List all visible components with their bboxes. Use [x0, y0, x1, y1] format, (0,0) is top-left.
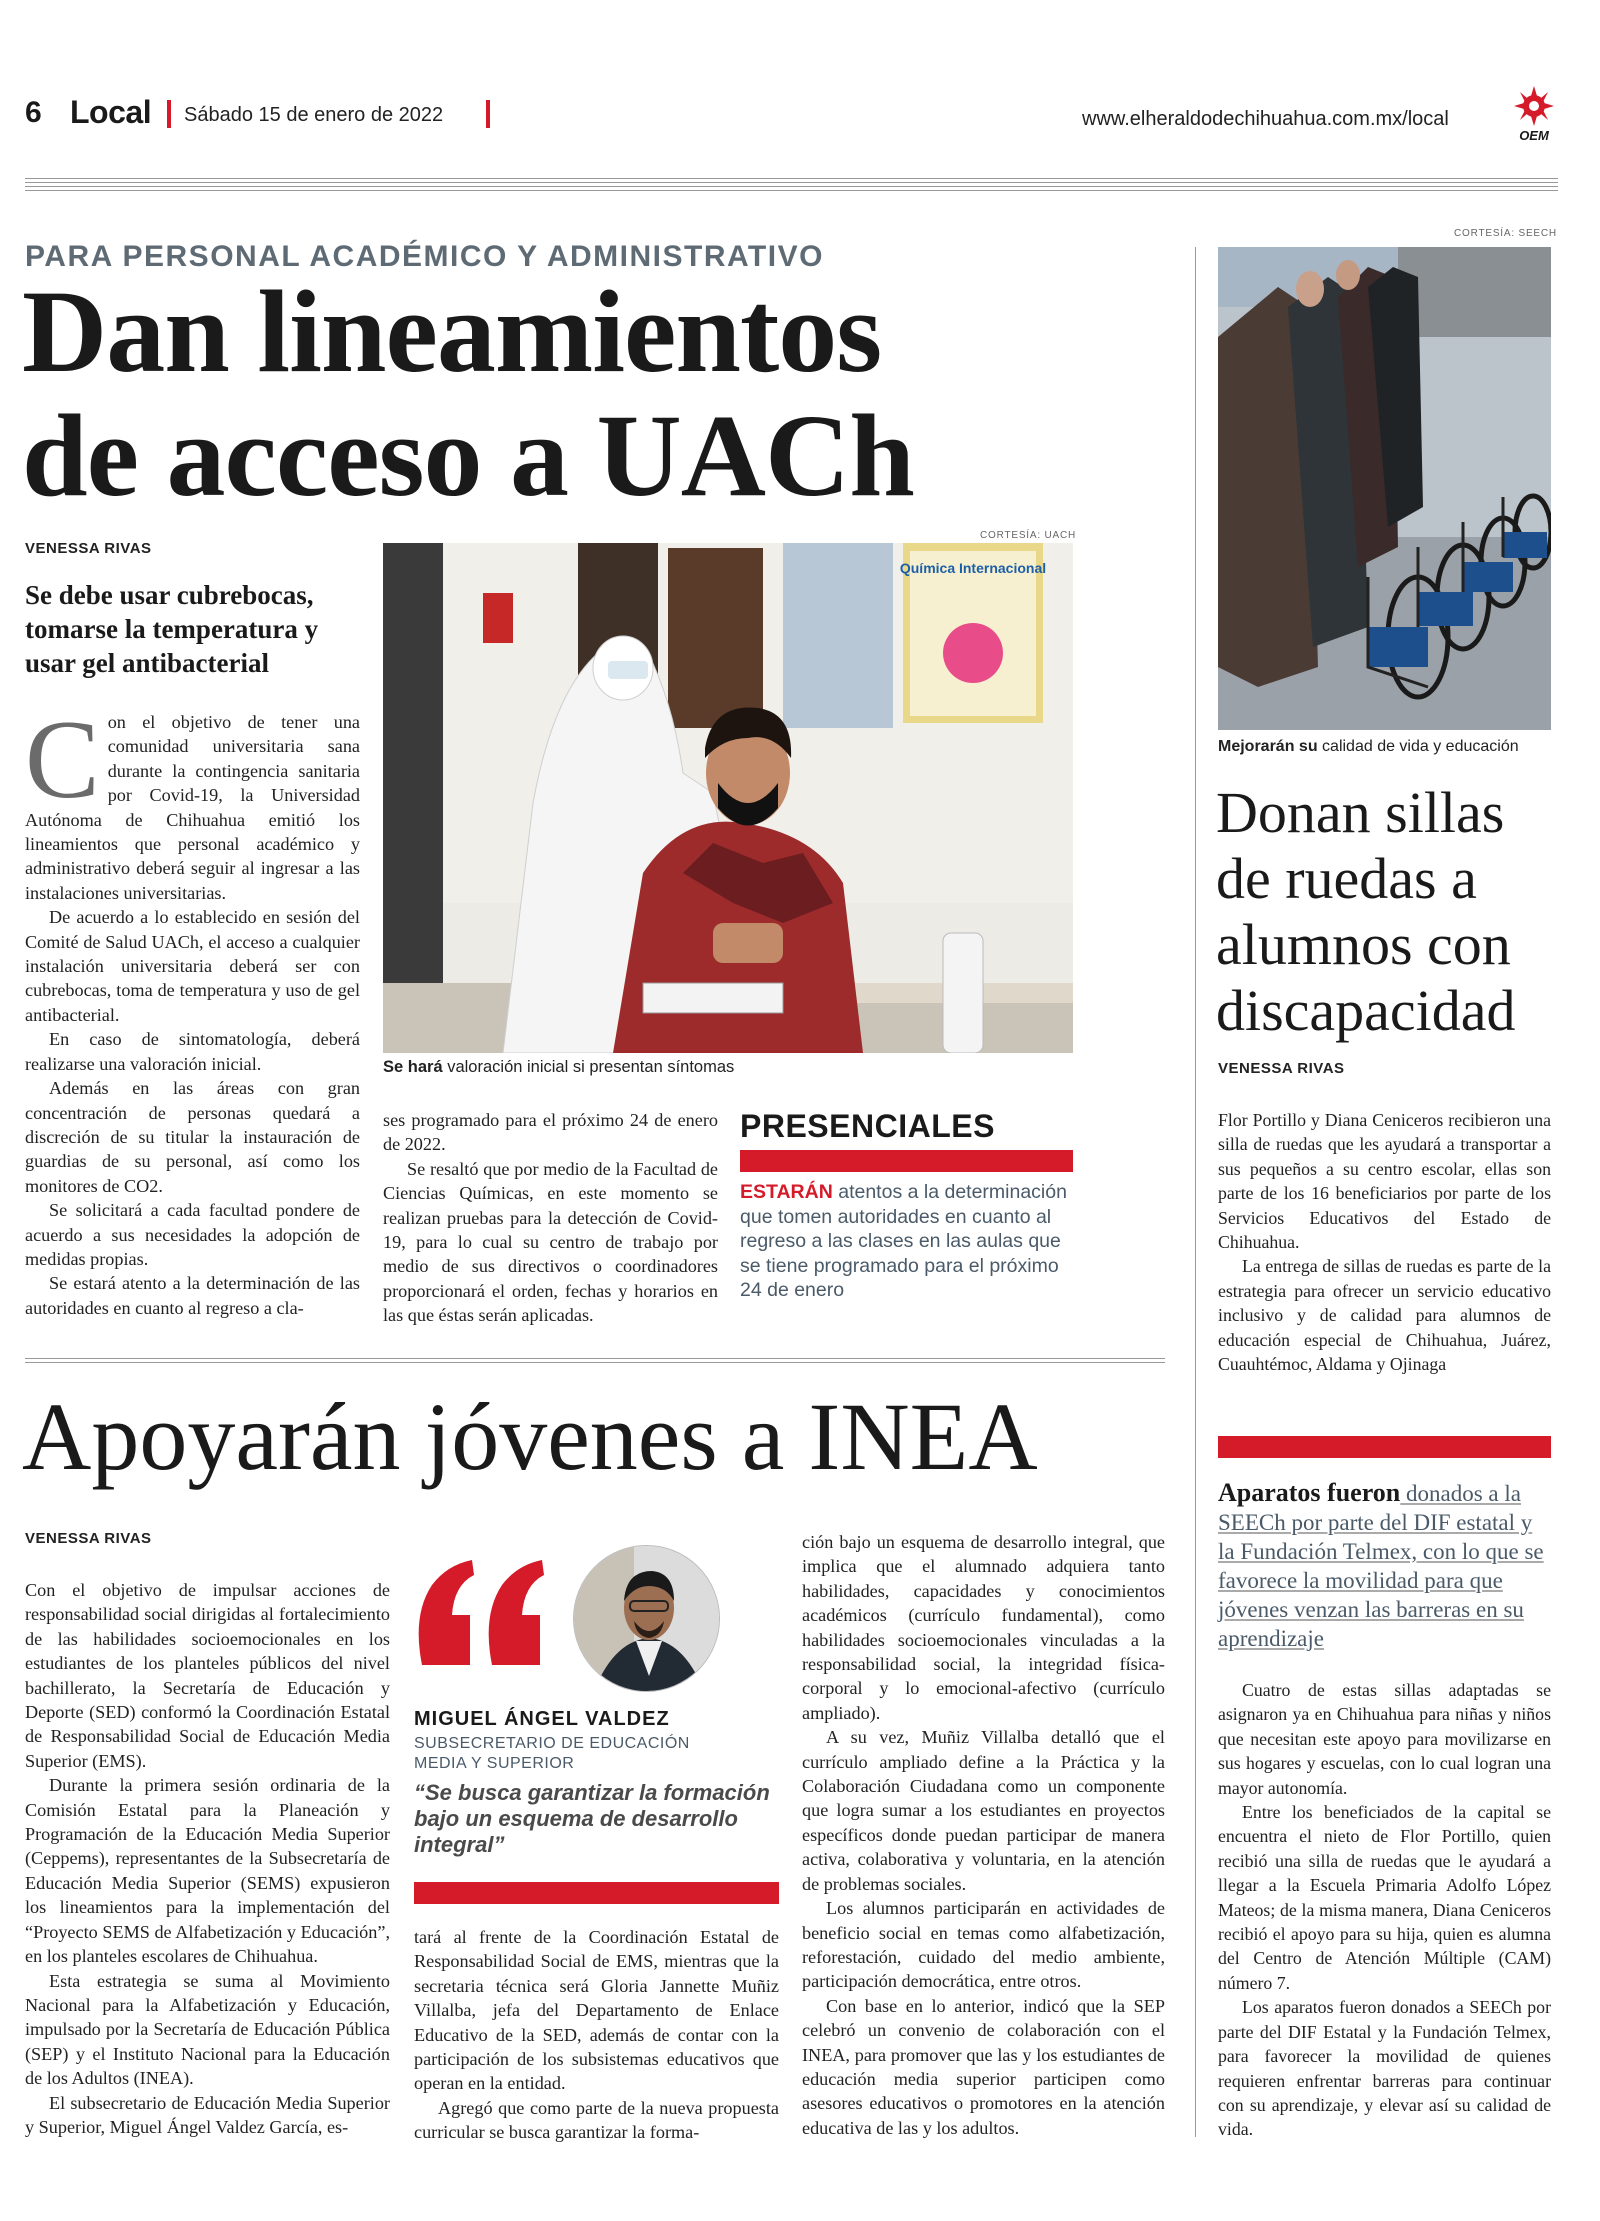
page-number: 6	[25, 96, 42, 129]
article-column	[802, 1530, 1165, 2140]
article-paragraph: Se resaltó que por medio de la Facultad de Ciencias Químicas, en este momento se realizan pruebas para la detección de Covid-19, para lo cual su centro de trabajo por medio de sus directivos o coordinadores proporcionará el orden, fechas y horarios en las que éstas serán aplicadas.	[383, 1158, 718, 1326]
story-headline: Apoyarán jóvenes a INEA	[22, 1383, 1038, 1490]
pull-quote: Aparatos fueron donados a la SEECh por parte del DIF estatal y la Fundación Telmex, con lo que se favorece la movilidad para que jóvenes venzan las barreras en su aprendizaje	[1218, 1478, 1544, 1651]
article-paragraph: Cuatro de estas sillas adaptadas se asignaron ya en Chihuahua para niñas y niños que necesitan este apoyo para movilizarse en sus hogares y escuelas, con lo cual logran una mayor autonomía.	[1218, 1680, 1551, 1798]
story-headline	[22, 266, 914, 521]
article-paragraph: Con el objetivo de tener una comunidad universitaria sana durante la contingencia sanitaria por Covid-19, la Universidad Autónoma de Chihuahua emitió los lineamientos que personal académico y administrativo deberá seguir al ingresar a las instalaciones universitarias.	[25, 698, 360, 903]
article-paragraph: Los alumnos participarán en actividades de beneficio social en temas como alfabetización, reforestación, cuidado del medio ambiente, participación democrática, entre otros.	[802, 1898, 1165, 1992]
article-paragraph: tará al frente de la Coordinación Estatal de Responsabilidad Social de EMS, mientras que la secretaria técnica será Gloria Jannette Muñiz Villalba, jefa del Departamento de Enlace Educativo de la SED, además de contar con la participación de los subsistemas educativos que operan en la entidad.	[414, 1927, 779, 2094]
photo-caption: Se hará valoración inicial si presentan síntomas	[383, 1058, 735, 1076]
wheelchair-photo	[1218, 247, 1551, 730]
quote-text: “Se busca garantizar la formación bajo un esquema de desarrollo integral”	[414, 1780, 770, 1857]
photo-credit: CORTESÍA: SEECH	[1454, 228, 1557, 239]
article-column	[414, 1925, 779, 2145]
article-paragraph: Durante la primera sesión ordinaria de la Comisión Estatal para la Planeación y Programación de la Educación Media Superior (Ceppems), representantes de la Subsecretaría de Educación Media Superior (SEMS) expusieron los lineamientos para la implementación del “Proyecto SEMS de Alfabetización y Educación”, en los planteles escolares de Chihuahua.	[25, 1775, 390, 1967]
issue-date: Sábado 15 de enero de 2022	[184, 104, 444, 126]
byline: VENESSA RIVAS	[25, 540, 152, 557]
article-paragraph: Con base en lo anterior, indicó que la SEP celebró un convenio de colaboración con el INEA, para promover que las y los estudiantes de educación media superior participen como asesores educativos o promotores en la atención educativa de las y los adultos.	[802, 1995, 1165, 2138]
article-paragraph: Se solicitará a cada facultad pondere de acuerdo a sus necesidades la adopción de medidas propias.	[25, 1200, 360, 1269]
poster-text: Química Internacional	[899, 560, 1047, 576]
article-column	[1218, 1678, 1551, 2142]
quote-marks-icon	[412, 1555, 552, 1675]
section-name: Local	[70, 94, 152, 130]
sidebar-bar	[740, 1150, 1073, 1172]
article-column	[25, 698, 360, 1320]
speaker-portrait	[573, 1545, 720, 1692]
photo-credit: CORTESÍA: UACH	[980, 530, 1077, 541]
quote-bar	[414, 1882, 779, 1904]
header-divider	[167, 100, 171, 128]
article-paragraph: Con el objetivo de impulsar acciones de responsabilidad social dirigidas al fortalecimiento de las habilidades socioemocionales en los estudiantes de los planteles públicos del nivel bachillerato, la Secretaría de Educación y Deporte (SED) conformó la Coordinación Estatal de Responsabilidad Social de Educación Media Superior (EMS).	[25, 1580, 390, 1771]
article-paragraph: De acuerdo a lo establecido en sesión del Comité de Salud UACh, el acceso a cualquier instalación universitaria deberá ser con cubrebocas, toma de temperatura y uso de gel antibacterial.	[25, 907, 360, 1025]
story-divider	[25, 1362, 1165, 1363]
article-paragraph: Entre los beneficiados de la capital se encuentra el nieto de Flor Portillo, quien recibió una silla de ruedas que le ayudará a llegar a la Escuela Primaria Adolfo López Mateos; de la misma manera, Diana Ceniceros recibió el apoyo para su hija, quien es alumna del Centro de Atención Múltiple (CAM) número 7.	[1218, 1802, 1551, 1993]
story-subhead: Se debe usar cubrebocas, tomarse la temperatura y usar gel antibacterial	[25, 580, 319, 678]
article-paragraph: Esta estrategia se suma al Movimiento Nacional para la Alfabetización y Educación, impulsado por la Secretaría de Educación Pública (SEP) y el Instituto Nacional para la Educación de los Adultos (INEA).	[25, 1970, 390, 2089]
byline: VENESSA RIVAS	[1218, 1060, 1345, 1077]
article-paragraph: Flor Portillo y Diana Ceniceros recibieron una silla de ruedas que les ayudará a transportar a sus pequeños a su centro escolar, ellas son parte de los 16 beneficiarios por parte de los Servicios Educativos del Estado de Chihuahua.	[1218, 1110, 1551, 1253]
column-divider	[1195, 247, 1196, 2137]
article-paragraph: En caso de sintomatología, deberá realizarse una valoración inicial.	[25, 1029, 360, 1074]
pullquote-bar	[1218, 1436, 1551, 1458]
article-column	[383, 1108, 718, 1328]
oem-logo	[1510, 84, 1558, 146]
article-paragraph: ses programado para el próximo 24 de enero de 2022.	[383, 1110, 718, 1155]
byline: VENESSA RIVAS	[25, 1530, 152, 1547]
sidebar-title: PRESENCIALES	[740, 1108, 995, 1144]
article-paragraph: ción bajo un esquema de desarrollo integral, que implica que el alumnado adquiera tanto habilidades, capacidades y conocimientos académicos (currículo fundamental), como habilidades socioemocionales vinculadas a la responsabilidad social, la integridad física-corporal y lo emocional-afectivo (currículo ampliado).	[802, 1532, 1165, 1723]
header-divider	[486, 100, 490, 128]
article-paragraph: El subsecretario de Educación Media Superior y Superior, Miguel Ángel Valdez García, es-	[25, 2092, 390, 2137]
story-kicker: PARA PERSONAL ACADÉMICO Y ADMINISTRATIVO	[25, 240, 824, 273]
sidebar-text: ESTARÁN atentos a la determinación que tomen autoridades en cuanto al regreso a las clases en las aulas que se tiene programado para el próximo 24 de enero	[740, 1181, 1067, 1301]
photo-caption: Mejorarán su calidad de vida y educación	[1218, 738, 1519, 755]
story-divider	[25, 1358, 1165, 1359]
article-column	[25, 1578, 390, 2139]
covid-test-photo	[383, 543, 1073, 1053]
section-url[interactable]: www.elheraldodechihuahua.com.mx/local	[1082, 108, 1449, 130]
article-column	[1218, 1108, 1551, 1376]
masthead-rule	[25, 178, 1558, 191]
quote-speaker-name: MIGUEL ÁNGEL VALDEZ	[414, 1708, 670, 1730]
drop-cap: C	[25, 698, 100, 822]
headline-line: de acceso a UACh	[22, 390, 914, 521]
article-paragraph: Los aparatos fueron donados a SEECh por parte del DIF Estatal y la Fundación Telmex, para favorecer la movilidad de quienes requieren enfrentar barreras para continuar con su aprendizaje, y elevar así su calidad de vida.	[1218, 1997, 1551, 2140]
article-paragraph: Agregó que como parte de la nueva propuesta curricular se busca garantizar la forma-	[414, 2097, 779, 2143]
article-paragraph: Además en las áreas con gran concentración de personas quedará a discreción de su titular la instauración de guardias de su personal, así como los monitores de CO2.	[25, 1078, 360, 1196]
headline-line: Dan lineamientos	[22, 266, 882, 397]
quote-speaker-title: SUBSECRETARIO DE EDUCACIÓN MEDIA Y SUPERIOR	[414, 1735, 690, 1772]
story-headline: Donan sillas de ruedas a alumnos con discapacidad	[1216, 780, 1516, 1043]
article-paragraph: La entrega de sillas de ruedas es parte de la estrategia para ofrecer un servicio educativo inclusivo y de calidad para alumnos de educación especial de Chihuahua, Juárez, Cuauhtémoc, Aldama y Ojinaga	[1218, 1256, 1551, 1375]
logo-wordmark: OEM	[1519, 128, 1549, 143]
article-paragraph: Se estará atento a la determinación de las autoridades en cuanto al regreso a cla-	[25, 1273, 360, 1318]
article-paragraph: A su vez, Muñiz Villalba detalló que el currículo ampliado define a la Práctica y la Colaboración Ciudadana como un componente que logra sumar a los estudiantes en proyectos específicos donde puedan participar de manera activa, colaborativa y voluntaria, en la atención de problemas sociales.	[802, 1727, 1165, 1894]
